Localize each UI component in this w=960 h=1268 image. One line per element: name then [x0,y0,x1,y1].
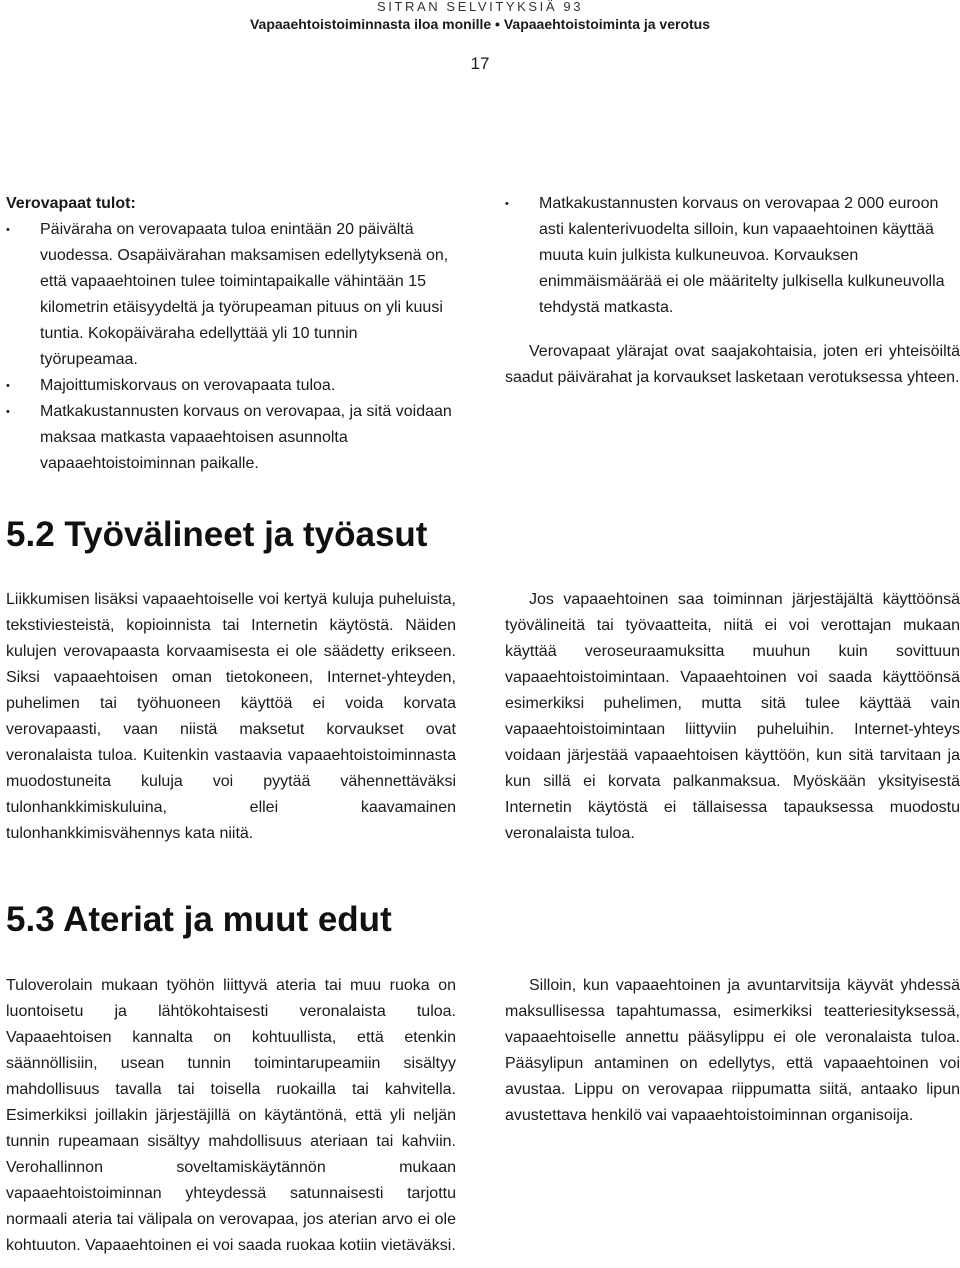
document-subtitle: Vapaaehtoistoiminnasta iloa monille • Vapaaehtoistoiminta ja verotus [249,16,711,32]
list-item: • Päiväraha on verovapaata tuloa enintään 20 päivältä vuodessa. Osapäivärahan maksamisen edellytyksenä on, että vapaaehtoinen tulee toimintapaikalle vähintään 15 kilometrin etäisyydeltä ja työrupeaman pituus on yli kuusi tuntia. Kokopäiväraha edellyttää yli 10 tunnin työrupeamaa. [6,217,456,373]
list-item: • Majoittumiskorvaus on verovapaata tuloa. [6,373,456,399]
section-heading-5-2: 5.2 Työvälineet ja työasut [6,515,428,554]
tax-free-income-list-continued [505,191,960,321]
tax-free-income-heading: Verovapaat tulot: [6,195,136,212]
page-number: 17 [470,54,490,73]
tax-free-income-left-column [6,191,456,477]
tax-free-income-right-column [505,191,960,391]
section-5-3-right-paragraph: Silloin, kun vapaaehtoinen ja avuntarvitsija käyvät yhdessä maksullisessa tapahtumassa, esimerkiksi teatteriesityksessä, vapaaehtoiselle annettu pääsylippu ei ole veronalaista tuloa. Pääsylipun antaminen on edellytys, että vapaaehtoinen voi avustaa. Lippu on verovapaa riippumatta siitä, antaako lipun avustettava henkilö vai vapaaehtoistoiminnan organisoija. [505,977,960,1124]
section-5-2-right-paragraph: Jos vapaaehtoinen saa toiminnan järjestäjältä käyttöönsä työvälineitä tai työvaatteita, niitä ei voi verottajan mukaan käyttää veroseuraamuksitta muuhun kuin sovittuun vapaaehtoistoimintaan. Vapaaehtoinen voi saada käyttöönsä esimerkiksi puhelimen, mutta sitä tulee käyttää vain vapaaehtoistoimintaan liittyviin puheluihin. Internet-yhteys voidaan järjestää vapaaehtoisen käyttöön, kun sitä tarvitaan ja kun sillä ei korvata palkanmaksua. Myöskään yksityisestä Internetin käytöstä ei tällaisessa tapauksessa muodostu veronalaista tuloa. [505,591,960,842]
section-5-3-left-paragraph: Tuloverolain mukaan työhön liittyvä ateria tai muu ruoka on luontoisetu ja lähtökohtaisesti veronalaista tuloa. Vapaaehtoisen kannalta on kohtuullista, että etenkin säännöllisiin, usean tunnin toimintarupeamiin sisältyy mahdollisuus tavalla tai toisella ruokailla tai kahvitella. Esimerkiksi joillakin järjestäjillä on käytäntönä, että yli neljän tunnin rupeamaan sisältyy mahdollisuus ateriaan tai kahviin. Verohallinnon soveltamiskäytännön mukaan vapaaehtoistoiminnan yhteydessä satunnaisesti tarjottu normaali ateria tai välipala on verovapaa, jos aterian arvo ei ole kohtuuton. Vapaaehtoinen ei voi saada ruokaa kotiin vietäväksi. [6,977,456,1254]
list-item: • Matkakustannusten korvaus on verovapaa 2 000 euroon asti kalenterivuodelta silloin, kun vapaaehtoinen käyttää muuta kuin julkista kulkuneuvoa. Korvauksen enimmäismäärää ei ole määritelty julkisella kulkuneuvolla tehdystä matkasta. [505,191,960,321]
tax-free-limits-paragraph: Verovapaat ylärajat ovat saajakohtaisia, joten eri yhteisöiltä saadut päivärahat ja korvaukset lasketaan verotuksessa yhteen. [505,343,960,386]
section-5-2-left-paragraph: Liikkumisen lisäksi vapaaehtoiselle voi kertyä kuluja puheluista, tekstiviesteistä, kopioinnista tai Internetin käytöstä. Näiden kulujen verovapaasta korvaamisesta ei ole säädetty erikseen. Siksi vapaaehtoisen oman tietokoneen, Internet-yhteyden, puhelimen tai työhuoneen käyttöä ei voida korvata verovapaasti, vaan niistä maksetut korvaukset ovat veronalaista tuloa. Kuitenkin vastaavia vapaaehtoistoiminnasta muodostuneita kuluja voi pyytää vähennettäväksi tulonhankkimiskuluina, ellei kaavamainen tulonhankkimisvähennys kata niitä. [6,591,456,842]
section-heading-5-3: 5.3 Ateriat ja muut edut [6,900,392,939]
list-item: • Matkakustannusten korvaus on verovapaa, ja sitä voidaan maksaa matkasta vapaaehtoisen asunnolta vapaaehtoistoiminnan paikalle. [6,399,456,477]
series-title: SITRAN SELVITYKSIÄ 93 [376,0,584,14]
tax-free-income-list [6,217,456,477]
